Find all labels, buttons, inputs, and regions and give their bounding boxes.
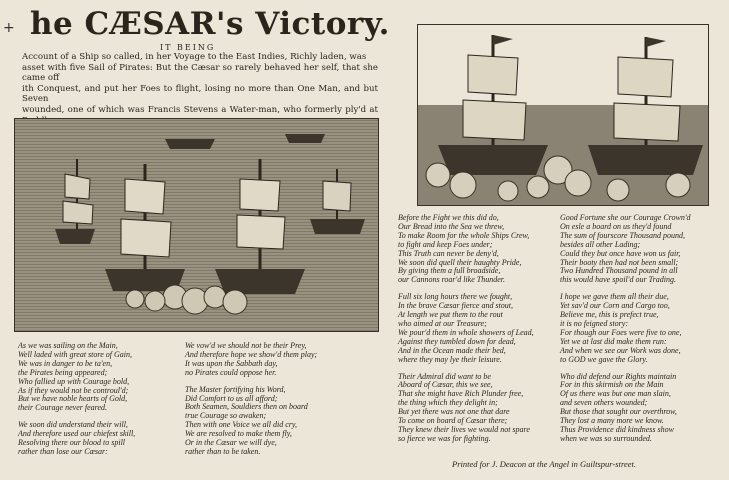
verse-line: Good Fortune she our Courage Crown'd — [560, 213, 691, 222]
verse-column-1 — [18, 342, 135, 457]
verse-line: Against they tumbled down for dead, — [398, 336, 516, 346]
verse-line: The sum of fourscore Thousand pound, — [560, 230, 686, 240]
verse-line: and seven others wounded; — [560, 398, 648, 408]
verse-line: This Truth can never be deny'd, — [398, 248, 499, 258]
verse-line: Two Hundred Thousand pound in all — [560, 266, 678, 276]
verse-line: Could they but once have won us fair, — [560, 248, 681, 258]
verse-line: We soon did understand their will, — [18, 420, 128, 430]
verse-line: Yet sav'd our Corn and Cargo too, — [560, 301, 670, 311]
verse-line: They lost a many more we know. — [560, 416, 664, 426]
verse-line: But we have noble hearts of Gold, — [18, 394, 128, 404]
verse-line: We are resolved to make them fly, — [185, 429, 292, 439]
subheading: IT BEING — [160, 43, 216, 52]
verse-line: Did Comfort to us all afford; — [185, 393, 278, 403]
verse-column-3 — [398, 214, 534, 444]
verse-line: rather than lose our Cæsar: — [18, 446, 108, 456]
verse-line: true Courage so awaken; — [185, 411, 267, 421]
verse-line: I hope we gave them all their due, — [560, 292, 669, 302]
intro-line: ith Conquest, and put her Foes to flight, losing no more than One Man, and but Seven — [22, 83, 378, 105]
woodcut-sea-battle-left — [14, 118, 379, 332]
verse-line: But those that sought our overthrow, — [560, 407, 677, 417]
verse-line: where they may lye their leisure. — [398, 354, 502, 364]
verse-line: As if they would not be controul'd; — [18, 385, 129, 395]
verse-line: We was in danger to be ta'en, — [18, 358, 113, 368]
verse-column-4 — [560, 214, 691, 444]
woodcut-ships-illustration — [15, 119, 378, 331]
intro-line: Account of a Ship so called, in her Voyage to the East Indies, Richly laden, was — [22, 52, 367, 62]
verse-line: the thing which they delight in; — [398, 398, 498, 408]
verse-line: Then with one Voice we all did cry, — [185, 420, 297, 430]
verse-line: By giving them a full broadside, — [398, 266, 501, 276]
verse-line: Both Seamen, Souldiers then on board — [185, 402, 308, 412]
verse-line: Thus Providence did kindness show — [560, 424, 674, 434]
verse-line: To come on board of Cæsar there; — [398, 416, 508, 426]
verse-line: And therefore used our chiefest skill, — [18, 429, 136, 439]
verse-line: Their booty then had not been small; — [560, 257, 679, 267]
verse-line: the Pirates being appeared; — [18, 367, 108, 377]
verse-line: Aboard of Cæsar, this we see, — [398, 380, 493, 390]
verse-line: And when we see our Work was done, — [560, 345, 681, 355]
verse-line: Or in the Cæsar we will dye, — [185, 438, 277, 448]
woodcut-two-ships-illustration — [418, 25, 708, 205]
verse-line: And therefore hope we show'd them play; — [185, 349, 318, 359]
verse-line: their Courage never feared. — [18, 403, 108, 413]
verse-line: In the brave Cæsar fierce and stout, — [398, 301, 514, 311]
verse-line: We vow'd we should not be their Prey, — [185, 341, 307, 350]
verse-line: For in this skirmish on the Main — [560, 380, 664, 390]
printer-imprint: Printed for J. Deacon at the Angel in Guiltspur-street. — [452, 459, 636, 469]
verse-line: to GOD we gave the Glory. — [560, 354, 648, 364]
verse-line: Believe me, this is prefect true, — [560, 310, 659, 320]
verse-line: Our Bread into the Sea we threw, — [398, 221, 505, 231]
verse-line: Resolving there our blood to spill — [18, 438, 126, 448]
verse-line: But yet there was not one that dare — [398, 407, 510, 417]
verse-line: They knew their lives we would not spare — [398, 424, 530, 434]
verse-line: it is no feigned story: — [560, 318, 628, 328]
verse-line: The Master fortifying his Word, — [185, 384, 286, 394]
verse-line: As we was sailing on the Main, — [18, 341, 118, 350]
verse-line: Before the Fight we this did do, — [398, 213, 499, 222]
verse-line: no Pirates could oppose her. — [185, 367, 277, 377]
verse-line: On esle a board on us they'd found — [560, 221, 672, 231]
verse-line: Their Admiral did want to be — [398, 371, 491, 381]
page-title: he CÆSAR's Victory. — [30, 6, 390, 42]
verse-line: who aimed at our Treasure; — [398, 318, 487, 328]
verse-line: Full six long hours there we fought, — [398, 292, 513, 302]
verse-line: this would have spoil'd our Trading. — [560, 275, 676, 285]
verse-line: when we was so surrounded. — [560, 433, 652, 443]
verse-column-2 — [185, 342, 317, 457]
verse-line: At length we put them to the rout — [398, 310, 503, 320]
verse-line: Who did defend our Rights maintain — [560, 371, 677, 381]
verse-line: our Cannons roar'd like Thunder. — [398, 275, 505, 285]
intro-line: asset with five Sail of Pirates: But the Cæsar so rarely behaved her self, that she came off — [22, 62, 378, 84]
verse-line: Who fallied up with Courage bold, — [18, 376, 130, 386]
verse-line: besides all other Lading; — [560, 239, 641, 249]
verse-line: That she might have Rich Plunder free, — [398, 389, 524, 399]
verse-line: It was upon the Sabbath day, — [185, 358, 278, 368]
verse-line: To make Room for the whole Ships Crew, — [398, 230, 530, 240]
margin-cross-mark: + — [3, 20, 15, 36]
verse-line: rather than to be taken. — [185, 446, 261, 456]
verse-line: so fierce we was for fighting. — [398, 433, 491, 443]
verse-line: For though our Foes were five to one, — [560, 327, 682, 337]
verse-line: We soon did quell their haughty Pride, — [398, 257, 522, 267]
verse-line: Of us there was but one man slain, — [560, 389, 671, 399]
verse-line: We pour'd them in whole showers of Lead, — [398, 327, 534, 337]
intro-line: wounded, one of which was Francis Stevens a Water-man, who formerly ply'd at — [22, 104, 378, 115]
verse-line: Yet we at last did make them run: — [560, 336, 667, 346]
verse-line: to fight and keep Foes under; — [398, 239, 493, 249]
verse-line: And in the Ocean made their bed, — [398, 345, 506, 355]
verse-line: Well laded with great store of Gain, — [18, 349, 132, 359]
woodcut-ships-right — [417, 24, 709, 206]
